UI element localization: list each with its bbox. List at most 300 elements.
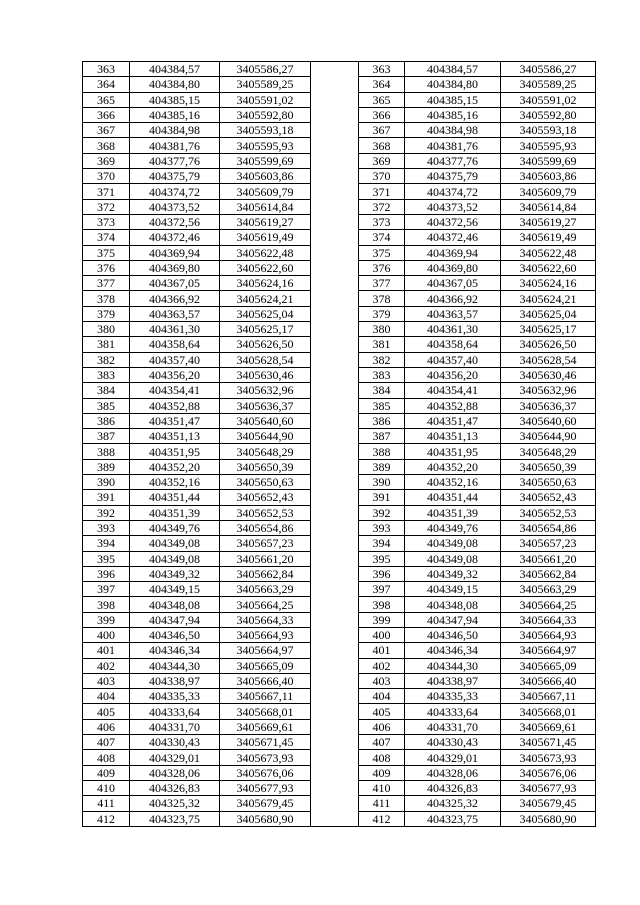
left-y-coordinate-cell: 3405603,86	[220, 169, 311, 184]
right-x-coordinate-cell: 404381,76	[405, 138, 501, 153]
right-y-coordinate-cell: 3405624,21	[501, 291, 596, 306]
table-row	[83, 627, 596, 642]
right-point-number-cell: 405	[359, 704, 405, 719]
left-x-coordinate-cell: 404351,47	[130, 413, 220, 428]
right-x-coordinate-cell: 404338,97	[405, 673, 501, 688]
left-point-number-cell: 386	[83, 413, 130, 428]
left-y-coordinate-cell: 3405630,46	[220, 367, 311, 382]
table-row	[83, 92, 596, 107]
right-point-number-cell: 411	[359, 796, 405, 811]
column-gap	[311, 230, 359, 245]
left-point-number-cell: 375	[83, 245, 130, 260]
table-row	[83, 169, 596, 184]
left-x-coordinate-cell: 404375,79	[130, 169, 220, 184]
left-point-number-cell: 406	[83, 719, 130, 734]
left-x-coordinate-cell: 404338,97	[130, 673, 220, 688]
table-row	[83, 612, 596, 627]
right-point-number-cell: 401	[359, 643, 405, 658]
right-y-coordinate-cell: 3405666,40	[501, 673, 596, 688]
right-point-number-cell: 399	[359, 612, 405, 627]
coordinates-table	[82, 61, 596, 827]
column-gap	[311, 77, 359, 92]
left-x-coordinate-cell: 404372,46	[130, 230, 220, 245]
right-x-coordinate-cell: 404335,33	[405, 689, 501, 704]
right-y-coordinate-cell: 3405661,20	[501, 551, 596, 566]
right-point-number-cell: 392	[359, 505, 405, 520]
right-y-coordinate-cell: 3405644,90	[501, 429, 596, 444]
left-x-coordinate-cell: 404325,32	[130, 796, 220, 811]
right-y-coordinate-cell: 3405664,93	[501, 627, 596, 642]
column-gap	[311, 780, 359, 795]
left-x-coordinate-cell: 404351,39	[130, 505, 220, 520]
left-y-coordinate-cell: 3405664,97	[220, 643, 311, 658]
table-row	[83, 796, 596, 811]
right-x-coordinate-cell: 404384,57	[405, 62, 501, 77]
right-point-number-cell: 377	[359, 276, 405, 291]
right-y-coordinate-cell: 3405625,17	[501, 322, 596, 337]
right-y-coordinate-cell: 3405669,61	[501, 719, 596, 734]
right-point-number-cell: 380	[359, 322, 405, 337]
column-gap	[311, 306, 359, 321]
left-point-number-cell: 369	[83, 153, 130, 168]
left-y-coordinate-cell: 3405662,84	[220, 566, 311, 581]
table-row	[83, 765, 596, 780]
column-gap	[311, 643, 359, 658]
right-y-coordinate-cell: 3405673,93	[501, 750, 596, 765]
left-x-coordinate-cell: 404323,75	[130, 811, 220, 826]
left-point-number-cell: 394	[83, 536, 130, 551]
left-y-coordinate-cell: 3405619,49	[220, 230, 311, 245]
left-y-coordinate-cell: 3405624,16	[220, 276, 311, 291]
left-y-coordinate-cell: 3405657,23	[220, 536, 311, 551]
table-row	[83, 306, 596, 321]
table-row	[83, 413, 596, 428]
right-point-number-cell: 371	[359, 184, 405, 199]
left-x-coordinate-cell: 404351,13	[130, 429, 220, 444]
left-y-coordinate-cell: 3405595,93	[220, 138, 311, 153]
right-x-coordinate-cell: 404348,08	[405, 597, 501, 612]
left-y-coordinate-cell: 3405648,29	[220, 444, 311, 459]
right-point-number-cell: 408	[359, 750, 405, 765]
column-gap	[311, 490, 359, 505]
left-point-number-cell: 377	[83, 276, 130, 291]
left-y-coordinate-cell: 3405661,20	[220, 551, 311, 566]
left-x-coordinate-cell: 404358,64	[130, 337, 220, 352]
table-row	[83, 643, 596, 658]
column-gap	[311, 260, 359, 275]
left-x-coordinate-cell: 404357,40	[130, 352, 220, 367]
right-point-number-cell: 369	[359, 153, 405, 168]
left-y-coordinate-cell: 3405666,40	[220, 673, 311, 688]
right-y-coordinate-cell: 3405622,48	[501, 245, 596, 260]
right-y-coordinate-cell: 3405668,01	[501, 704, 596, 719]
left-point-number-cell: 399	[83, 612, 130, 627]
right-x-coordinate-cell: 404347,94	[405, 612, 501, 627]
right-x-coordinate-cell: 404325,32	[405, 796, 501, 811]
table-row	[83, 566, 596, 581]
right-point-number-cell: 381	[359, 337, 405, 352]
right-y-coordinate-cell: 3405595,93	[501, 138, 596, 153]
column-gap	[311, 352, 359, 367]
right-point-number-cell: 367	[359, 123, 405, 138]
left-point-number-cell: 370	[83, 169, 130, 184]
right-x-coordinate-cell: 404346,34	[405, 643, 501, 658]
left-x-coordinate-cell: 404384,80	[130, 77, 220, 92]
left-x-coordinate-cell: 404349,76	[130, 520, 220, 535]
right-point-number-cell: 387	[359, 429, 405, 444]
right-x-coordinate-cell: 404349,15	[405, 582, 501, 597]
right-y-coordinate-cell: 3405652,53	[501, 505, 596, 520]
right-y-coordinate-cell: 3405614,84	[501, 199, 596, 214]
right-y-coordinate-cell: 3405671,45	[501, 735, 596, 750]
left-x-coordinate-cell: 404372,56	[130, 214, 220, 229]
left-x-coordinate-cell: 404349,32	[130, 566, 220, 581]
right-x-coordinate-cell: 404354,41	[405, 383, 501, 398]
right-y-coordinate-cell: 3405622,60	[501, 260, 596, 275]
left-point-number-cell: 395	[83, 551, 130, 566]
table-row	[83, 398, 596, 413]
left-x-coordinate-cell: 404384,98	[130, 123, 220, 138]
column-gap	[311, 551, 359, 566]
right-x-coordinate-cell: 404352,88	[405, 398, 501, 413]
table-row	[83, 689, 596, 704]
right-x-coordinate-cell: 404351,13	[405, 429, 501, 444]
table-row	[83, 673, 596, 688]
column-gap	[311, 719, 359, 734]
left-x-coordinate-cell: 404346,34	[130, 643, 220, 658]
left-point-number-cell: 393	[83, 520, 130, 535]
right-x-coordinate-cell: 404326,83	[405, 780, 501, 795]
left-x-coordinate-cell: 404329,01	[130, 750, 220, 765]
right-y-coordinate-cell: 3405589,25	[501, 77, 596, 92]
left-x-coordinate-cell: 404361,30	[130, 322, 220, 337]
right-x-coordinate-cell: 404363,57	[405, 306, 501, 321]
right-point-number-cell: 389	[359, 459, 405, 474]
right-y-coordinate-cell: 3405652,43	[501, 490, 596, 505]
left-point-number-cell: 409	[83, 765, 130, 780]
left-y-coordinate-cell: 3405636,37	[220, 398, 311, 413]
column-gap	[311, 444, 359, 459]
table-row	[83, 153, 596, 168]
left-x-coordinate-cell: 404348,08	[130, 597, 220, 612]
right-point-number-cell: 410	[359, 780, 405, 795]
right-y-coordinate-cell: 3405592,80	[501, 107, 596, 122]
right-y-coordinate-cell: 3405662,84	[501, 566, 596, 581]
left-point-number-cell: 396	[83, 566, 130, 581]
column-gap	[311, 475, 359, 490]
left-y-coordinate-cell: 3405622,48	[220, 245, 311, 260]
right-point-number-cell: 365	[359, 92, 405, 107]
right-y-coordinate-cell: 3405680,90	[501, 811, 596, 826]
left-x-coordinate-cell: 404352,88	[130, 398, 220, 413]
left-x-coordinate-cell: 404369,94	[130, 245, 220, 260]
column-gap	[311, 123, 359, 138]
right-y-coordinate-cell: 3405657,23	[501, 536, 596, 551]
left-point-number-cell: 405	[83, 704, 130, 719]
table-row	[83, 230, 596, 245]
left-point-number-cell: 365	[83, 92, 130, 107]
right-point-number-cell: 363	[359, 62, 405, 77]
right-point-number-cell: 368	[359, 138, 405, 153]
left-point-number-cell: 407	[83, 735, 130, 750]
left-y-coordinate-cell: 3405625,17	[220, 322, 311, 337]
right-x-coordinate-cell: 404385,16	[405, 107, 501, 122]
table-row	[83, 704, 596, 719]
right-x-coordinate-cell: 404349,08	[405, 536, 501, 551]
left-y-coordinate-cell: 3405593,18	[220, 123, 311, 138]
right-y-coordinate-cell: 3405667,11	[501, 689, 596, 704]
right-x-coordinate-cell: 404385,15	[405, 92, 501, 107]
column-gap	[311, 704, 359, 719]
left-y-coordinate-cell: 3405644,90	[220, 429, 311, 444]
right-x-coordinate-cell: 404361,30	[405, 322, 501, 337]
column-gap	[311, 153, 359, 168]
left-x-coordinate-cell: 404384,57	[130, 62, 220, 77]
right-y-coordinate-cell: 3405628,54	[501, 352, 596, 367]
right-point-number-cell: 390	[359, 475, 405, 490]
table-row	[83, 260, 596, 275]
right-x-coordinate-cell: 404374,72	[405, 184, 501, 199]
right-y-coordinate-cell: 3405648,29	[501, 444, 596, 459]
right-x-coordinate-cell: 404333,64	[405, 704, 501, 719]
column-gap	[311, 169, 359, 184]
left-point-number-cell: 364	[83, 77, 130, 92]
right-y-coordinate-cell: 3405630,46	[501, 367, 596, 382]
left-x-coordinate-cell: 404381,76	[130, 138, 220, 153]
left-point-number-cell: 378	[83, 291, 130, 306]
table-row	[83, 107, 596, 122]
right-point-number-cell: 364	[359, 77, 405, 92]
column-gap	[311, 566, 359, 581]
table-row	[83, 536, 596, 551]
left-y-coordinate-cell: 3405625,04	[220, 306, 311, 321]
left-x-coordinate-cell: 404349,08	[130, 536, 220, 551]
right-x-coordinate-cell: 404357,40	[405, 352, 501, 367]
right-y-coordinate-cell: 3405650,39	[501, 459, 596, 474]
right-point-number-cell: 385	[359, 398, 405, 413]
left-x-coordinate-cell: 404330,43	[130, 735, 220, 750]
table-row	[83, 658, 596, 673]
right-point-number-cell: 372	[359, 199, 405, 214]
right-x-coordinate-cell: 404369,80	[405, 260, 501, 275]
left-x-coordinate-cell: 404349,08	[130, 551, 220, 566]
left-x-coordinate-cell: 404352,20	[130, 459, 220, 474]
right-x-coordinate-cell: 404366,92	[405, 291, 501, 306]
table-row	[83, 490, 596, 505]
right-point-number-cell: 406	[359, 719, 405, 734]
left-point-number-cell: 390	[83, 475, 130, 490]
left-y-coordinate-cell: 3405663,29	[220, 582, 311, 597]
column-gap	[311, 673, 359, 688]
left-x-coordinate-cell: 404351,95	[130, 444, 220, 459]
column-gap	[311, 796, 359, 811]
right-point-number-cell: 394	[359, 536, 405, 551]
left-x-coordinate-cell: 404374,72	[130, 184, 220, 199]
left-point-number-cell: 374	[83, 230, 130, 245]
table-row	[83, 719, 596, 734]
left-point-number-cell: 382	[83, 352, 130, 367]
table-row	[83, 383, 596, 398]
right-y-coordinate-cell: 3405679,45	[501, 796, 596, 811]
column-gap	[311, 107, 359, 122]
left-x-coordinate-cell: 404335,33	[130, 689, 220, 704]
table-row	[83, 444, 596, 459]
table-row	[83, 429, 596, 444]
column-gap	[311, 627, 359, 642]
left-y-coordinate-cell: 3405626,50	[220, 337, 311, 352]
right-y-coordinate-cell: 3405664,97	[501, 643, 596, 658]
left-point-number-cell: 391	[83, 490, 130, 505]
left-point-number-cell: 402	[83, 658, 130, 673]
left-y-coordinate-cell: 3405652,53	[220, 505, 311, 520]
left-y-coordinate-cell: 3405628,54	[220, 352, 311, 367]
left-point-number-cell: 410	[83, 780, 130, 795]
right-x-coordinate-cell: 404351,47	[405, 413, 501, 428]
column-gap	[311, 276, 359, 291]
right-x-coordinate-cell: 404328,06	[405, 765, 501, 780]
table-row	[83, 123, 596, 138]
table-row	[83, 505, 596, 520]
table-row	[83, 214, 596, 229]
right-x-coordinate-cell: 404373,52	[405, 199, 501, 214]
left-point-number-cell: 366	[83, 107, 130, 122]
right-y-coordinate-cell: 3405619,27	[501, 214, 596, 229]
left-point-number-cell: 392	[83, 505, 130, 520]
left-y-coordinate-cell: 3405669,61	[220, 719, 311, 734]
right-y-coordinate-cell: 3405603,86	[501, 169, 596, 184]
left-x-coordinate-cell: 404352,16	[130, 475, 220, 490]
right-x-coordinate-cell: 404377,76	[405, 153, 501, 168]
left-y-coordinate-cell: 3405589,25	[220, 77, 311, 92]
table-row	[83, 322, 596, 337]
left-y-coordinate-cell: 3405591,02	[220, 92, 311, 107]
left-x-coordinate-cell: 404333,64	[130, 704, 220, 719]
right-point-number-cell: 412	[359, 811, 405, 826]
right-x-coordinate-cell: 404349,08	[405, 551, 501, 566]
table-row	[83, 352, 596, 367]
right-point-number-cell: 382	[359, 352, 405, 367]
table-row	[83, 735, 596, 750]
table-row	[83, 520, 596, 535]
table-row	[83, 780, 596, 795]
right-x-coordinate-cell: 404352,20	[405, 459, 501, 474]
table-row	[83, 475, 596, 490]
column-gap	[311, 459, 359, 474]
column-gap	[311, 367, 359, 382]
left-point-number-cell: 371	[83, 184, 130, 199]
left-y-coordinate-cell: 3405673,93	[220, 750, 311, 765]
left-x-coordinate-cell: 404328,06	[130, 765, 220, 780]
right-point-number-cell: 366	[359, 107, 405, 122]
left-x-coordinate-cell: 404331,70	[130, 719, 220, 734]
right-x-coordinate-cell: 404351,95	[405, 444, 501, 459]
left-y-coordinate-cell: 3405665,09	[220, 658, 311, 673]
column-gap	[311, 245, 359, 260]
right-y-coordinate-cell: 3405625,04	[501, 306, 596, 321]
column-gap	[311, 291, 359, 306]
column-gap	[311, 413, 359, 428]
right-y-coordinate-cell: 3405664,25	[501, 597, 596, 612]
table-row	[83, 62, 596, 77]
left-y-coordinate-cell: 3405622,60	[220, 260, 311, 275]
column-gap	[311, 337, 359, 352]
right-y-coordinate-cell: 3405640,60	[501, 413, 596, 428]
left-point-number-cell: 380	[83, 322, 130, 337]
right-x-coordinate-cell: 404323,75	[405, 811, 501, 826]
right-x-coordinate-cell: 404351,44	[405, 490, 501, 505]
right-y-coordinate-cell: 3405677,93	[501, 780, 596, 795]
right-point-number-cell: 400	[359, 627, 405, 642]
right-point-number-cell: 374	[359, 230, 405, 245]
left-x-coordinate-cell: 404385,15	[130, 92, 220, 107]
right-point-number-cell: 396	[359, 566, 405, 581]
left-point-number-cell: 411	[83, 796, 130, 811]
right-y-coordinate-cell: 3405593,18	[501, 123, 596, 138]
right-point-number-cell: 375	[359, 245, 405, 260]
right-y-coordinate-cell: 3405636,37	[501, 398, 596, 413]
left-point-number-cell: 373	[83, 214, 130, 229]
right-y-coordinate-cell: 3405676,06	[501, 765, 596, 780]
column-gap	[311, 62, 359, 77]
left-y-coordinate-cell: 3405679,45	[220, 796, 311, 811]
left-x-coordinate-cell: 404326,83	[130, 780, 220, 795]
left-y-coordinate-cell: 3405667,11	[220, 689, 311, 704]
column-gap	[311, 811, 359, 826]
left-point-number-cell: 401	[83, 643, 130, 658]
left-point-number-cell: 398	[83, 597, 130, 612]
left-point-number-cell: 363	[83, 62, 130, 77]
left-x-coordinate-cell: 404354,41	[130, 383, 220, 398]
left-y-coordinate-cell: 3405664,93	[220, 627, 311, 642]
right-x-coordinate-cell: 404331,70	[405, 719, 501, 734]
left-point-number-cell: 404	[83, 689, 130, 704]
left-x-coordinate-cell: 404369,80	[130, 260, 220, 275]
left-point-number-cell: 372	[83, 199, 130, 214]
right-y-coordinate-cell: 3405632,96	[501, 383, 596, 398]
left-point-number-cell: 384	[83, 383, 130, 398]
right-y-coordinate-cell: 3405624,16	[501, 276, 596, 291]
table-row	[83, 199, 596, 214]
left-y-coordinate-cell: 3405664,33	[220, 612, 311, 627]
left-y-coordinate-cell: 3405609,79	[220, 184, 311, 199]
right-point-number-cell: 376	[359, 260, 405, 275]
table-row	[83, 459, 596, 474]
left-y-coordinate-cell: 3405671,45	[220, 735, 311, 750]
table-row	[83, 597, 596, 612]
left-x-coordinate-cell: 404356,20	[130, 367, 220, 382]
left-x-coordinate-cell: 404351,44	[130, 490, 220, 505]
right-y-coordinate-cell: 3405663,29	[501, 582, 596, 597]
right-y-coordinate-cell: 3405664,33	[501, 612, 596, 627]
column-gap	[311, 383, 359, 398]
left-y-coordinate-cell: 3405677,93	[220, 780, 311, 795]
column-gap	[311, 214, 359, 229]
left-point-number-cell: 367	[83, 123, 130, 138]
right-point-number-cell: 384	[359, 383, 405, 398]
right-x-coordinate-cell: 404356,20	[405, 367, 501, 382]
column-gap	[311, 520, 359, 535]
left-point-number-cell: 368	[83, 138, 130, 153]
left-y-coordinate-cell: 3405652,43	[220, 490, 311, 505]
left-y-coordinate-cell: 3405654,86	[220, 520, 311, 535]
left-x-coordinate-cell: 404367,05	[130, 276, 220, 291]
left-point-number-cell: 397	[83, 582, 130, 597]
left-point-number-cell: 388	[83, 444, 130, 459]
right-x-coordinate-cell: 404349,32	[405, 566, 501, 581]
left-x-coordinate-cell: 404346,50	[130, 627, 220, 642]
right-point-number-cell: 403	[359, 673, 405, 688]
table-row	[83, 367, 596, 382]
